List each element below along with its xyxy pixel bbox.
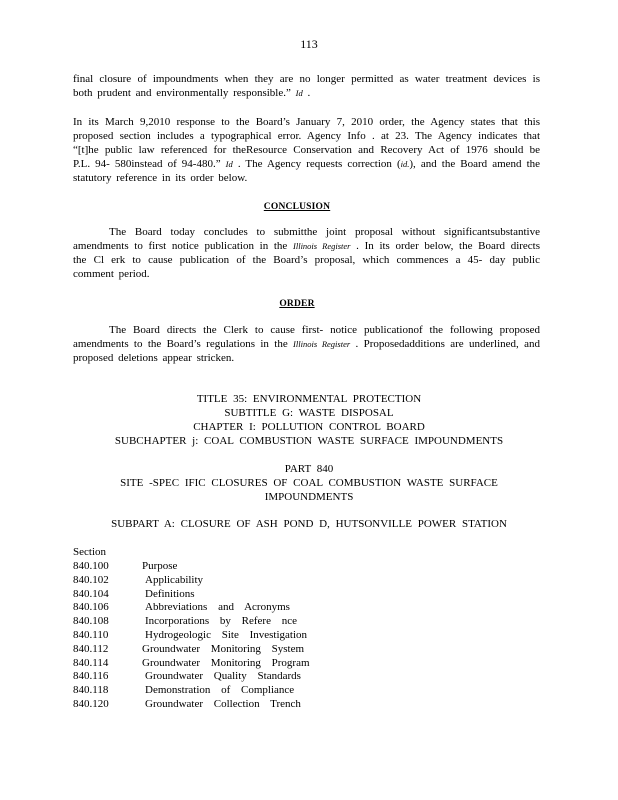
section-label: Section [73,546,106,558]
citation-id: Id [295,88,303,98]
section-number: 840.102 [73,573,109,586]
section-number: 840.120 [73,697,109,710]
part-title-line-2: IMPOUNDMENTS [264,491,354,503]
subpart-block [0,517,618,531]
section-row [73,656,373,670]
part-block [0,462,618,504]
section-title: Groundwater Collection Trench [145,697,301,710]
illinois-register-citation: Illinois Register [293,339,351,349]
section-row [73,559,373,573]
chapter-line: CHAPTER I: POLLUTION CONTROL BOARD [193,421,425,433]
subchapter-line: SUBCHAPTER j: COAL COMBUSTION WASTE SURFACE IMPOUNDMENTS [114,435,504,447]
paragraph-text: The Board directs the Clerk to cause first- notice publicationof the following proposed amendments to the Board’s regulations in the [73,324,540,350]
subtitle-line: SUBTITLE G: WASTE DISPOSAL [224,407,394,419]
section-title: Purpose [142,560,178,572]
section-title: Applicability [145,573,204,586]
section-row [73,587,373,601]
paragraph-text: . The Agency requests correction ( [237,158,401,170]
section-row [73,642,373,656]
paragraph-text: The Board today concludes to submitthe joint proposal without significantsubstantive amendments to first notice publication in the [73,226,540,252]
section-number: 840.104 [73,587,109,600]
paragraph-closure-quote [73,72,540,100]
title-line: TITLE 35: ENVIRONMENTAL PROTECTION [196,393,422,405]
section-number: 840.116 [73,670,109,683]
section-number: 840.118 [73,684,109,697]
paragraph-text: final closure of impoundments when they are no longer permitted as water treatment devices is both prudent and environmentally responsible.” [73,73,540,99]
paragraph-text: In its March 9,2010 response to the Board’s January 7, 2010 order, the Agency states that this proposed section includes a typographical error. Agency Info . at 23. The Agency indicates that “[t]he public law referenced for theResource Conservation and Recovery Act of 1976 should be P.L. 94- 580instead of 94-480.” [73,116,540,170]
paragraph-text: ), and the Board amend the statutory reference in its order below. [73,158,541,184]
illinois-register-citation: Illinois Register [293,241,351,251]
section-list [73,559,373,711]
paragraph-order [73,323,540,365]
section-title: Abbreviations and Acronyms [145,601,290,614]
part-line: PART 840 [284,463,334,475]
section-number: 840.100 [73,560,109,572]
paragraph-end: . [307,87,311,99]
paragraph-conclusion [73,225,540,281]
subpart-line: SUBPART A: CLOSURE OF ASH POND D, HUTSONVILLE POWER STATION [111,518,507,530]
section-title: Groundwater Monitoring System [142,642,305,655]
part-title-line-1: SITE -SPEC IFIC CLOSURES OF COAL COMBUSTION WASTE SURFACE [120,477,498,489]
section-number: 840.112 [73,642,109,655]
section-row [73,628,373,642]
section-title: Groundwater Monitoring Program [142,656,310,669]
section-number: 840.108 [73,615,109,628]
section-row [73,683,373,697]
title-block [0,392,618,448]
section-row [73,600,373,614]
section-title: Incorporations by Refere nce [145,615,297,628]
section-row [73,614,373,628]
section-number: 840.106 [73,601,109,614]
heading-conclusion [0,200,618,214]
citation-id-lower: id. [400,159,410,169]
section-number: 840.110 [73,628,109,641]
paragraph-agency-response [73,115,540,185]
heading-order-text: ORDER [279,299,315,309]
citation-id: Id [225,159,233,169]
page-number: 113 [300,37,318,51]
section-row [73,573,373,587]
paragraph-text: . Proposedadditions are underlined, and proposed deletions appear stricken. [73,338,540,364]
heading-conclusion-text: CONCLUSION [263,202,331,212]
heading-order [0,297,618,311]
section-title: Groundwater Quality Standards [145,670,301,683]
paragraph-text: . In its order below, the Board directs the Cl erk to cause publication of the Board’s proposal, which commences a 45- day public comment period. [73,240,541,280]
section-title: Definitions [145,587,195,600]
section-title: Hydrogeologic Site Investigation [145,628,308,641]
section-number: 840.114 [73,656,109,669]
section-title: Demonstration of Compliance [145,684,295,697]
section-row [73,669,373,683]
section-row [73,697,373,711]
